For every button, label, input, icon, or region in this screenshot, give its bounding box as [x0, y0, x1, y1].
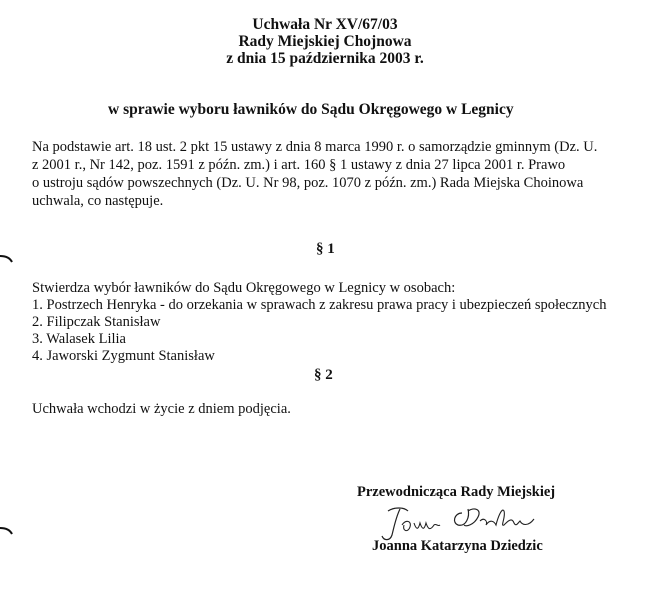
resolution-subject: w sprawie wyboru ławników do Sądu Okręgowego w Legnicy: [108, 101, 514, 118]
preamble-line: z 2001 r., Nr 142, poz. 1591 z późn. zm.) i art. 160 § 1 ustawy z dnia 27 lipca 2001 r. Prawo: [32, 157, 566, 173]
section-1-heading: § 1: [316, 241, 335, 257]
list-item: 2. Filipczak Stanisław: [32, 314, 161, 330]
preamble-line: Na podstawie art. 18 ust. 2 pkt 15 ustawy z dnia 8 marca 1990 r. o samorządzie gminnym (Dz. U.: [32, 139, 598, 155]
signatory-title: Przewodnicząca Rady Miejskiej: [357, 484, 556, 500]
resolution-date: z dnia 15 października 2003 r.: [226, 50, 424, 67]
section-2-text: Uchwała wchodzi w życie z dniem podjęcia.: [32, 401, 291, 417]
preamble-line: uchwala, co następuje.: [32, 193, 164, 209]
list-item: 4. Jaworski Zygmunt Stanisław: [32, 348, 215, 364]
list-item: 3. Walasek Lilia: [32, 331, 126, 347]
scan-edge-mark: [0, 252, 14, 266]
section-2-heading: § 2: [314, 367, 333, 383]
list-item: 1. Postrzech Henryka - do orzekania w sprawach z zakresu prawa pracy i ubezpieczeń społecznych: [32, 297, 607, 313]
section-1-intro: Stwierdza wybór ławników do Sądu Okręgowego w Legnicy w osobach:: [32, 280, 456, 296]
resolution-number: Uchwała Nr XV/67/03: [252, 16, 398, 33]
scan-edge-mark: [0, 522, 14, 536]
signatory-name: Joanna Katarzyna Dziedzic: [372, 538, 543, 554]
council-name: Rady Miejskiej Chojnowa: [238, 33, 412, 50]
preamble-line: o ustroju sądów powszechnych (Dz. U. Nr 98, poz. 1070 z późn. zm.) Rada Miejska Choinowa: [32, 175, 584, 191]
